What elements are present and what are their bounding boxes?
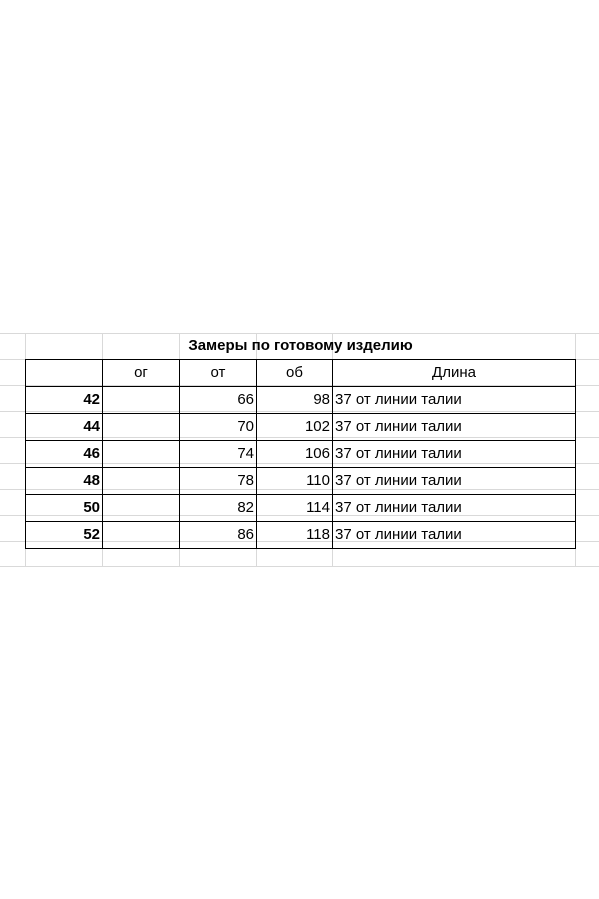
- length-cell: 37 от линии талии: [333, 495, 576, 522]
- header-cell-ot: от: [180, 360, 257, 387]
- ob-cell: 98: [257, 387, 333, 414]
- og-cell: [103, 468, 180, 495]
- table-row: [26, 495, 576, 522]
- header-row: [26, 360, 576, 387]
- size-cell: 48: [26, 468, 103, 495]
- ot-cell: 78: [180, 468, 257, 495]
- length-cell: 37 от линии талии: [333, 387, 576, 414]
- size-cell: 44: [26, 414, 103, 441]
- header-cell-size: [26, 360, 103, 387]
- table-row: [26, 414, 576, 441]
- size-cell: 52: [26, 522, 103, 549]
- size-cell: 50: [26, 495, 103, 522]
- table-row: [26, 468, 576, 495]
- measurements-table: [25, 333, 576, 549]
- size-cell: 42: [26, 387, 103, 414]
- length-cell: 37 от линии талии: [333, 441, 576, 468]
- og-cell: [103, 414, 180, 441]
- table-row: [26, 441, 576, 468]
- length-cell: 37 от линии талии: [333, 414, 576, 441]
- length-cell: 37 от линии талии: [333, 522, 576, 549]
- size-cell: 46: [26, 441, 103, 468]
- ob-cell: 118: [257, 522, 333, 549]
- header-cell-ob: об: [257, 360, 333, 387]
- table-title: Замеры по готовому изделию: [26, 333, 576, 360]
- ot-cell: 86: [180, 522, 257, 549]
- ob-cell: 106: [257, 441, 333, 468]
- gridline: [0, 566, 599, 567]
- ob-cell: 110: [257, 468, 333, 495]
- og-cell: [103, 387, 180, 414]
- ot-cell: 70: [180, 414, 257, 441]
- header-cell-og: ог: [103, 360, 180, 387]
- ob-cell: 114: [257, 495, 333, 522]
- ot-cell: 74: [180, 441, 257, 468]
- og-cell: [103, 441, 180, 468]
- og-cell: [103, 495, 180, 522]
- spreadsheet-area: [0, 333, 599, 567]
- og-cell: [103, 522, 180, 549]
- length-cell: 37 от линии талии: [333, 468, 576, 495]
- header-cell-length: Длина: [333, 360, 576, 387]
- ot-cell: 66: [180, 387, 257, 414]
- table-row: [26, 522, 576, 549]
- table-row: [26, 387, 576, 414]
- ob-cell: 102: [257, 414, 333, 441]
- ot-cell: 82: [180, 495, 257, 522]
